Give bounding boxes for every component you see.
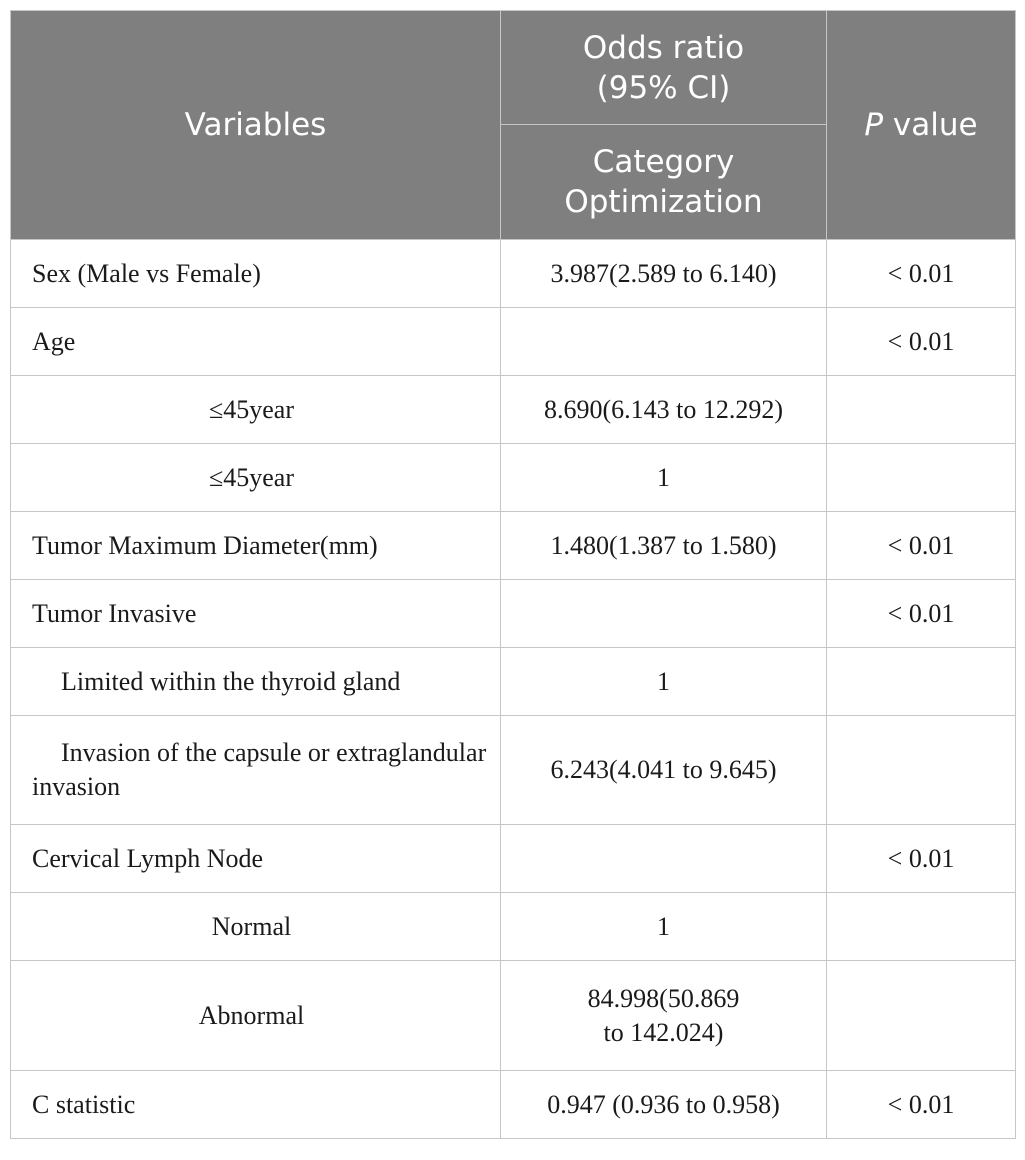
header-sub-line2: Optimization xyxy=(564,184,763,220)
odds-ratio-cell: 8.690(6.143 to 12.292) xyxy=(501,376,827,444)
odds-ratio-cell xyxy=(501,825,827,893)
odds-ratio-cell: 1 xyxy=(501,648,827,716)
variable-cell: Sex (Male vs Female) xyxy=(11,240,501,308)
p-value-cell xyxy=(827,648,1016,716)
odds-ratio-line1: 84.998(50.869 xyxy=(587,983,740,1013)
p-value-cell xyxy=(827,716,1016,825)
odds-ratio-cell: 1.480(1.387 to 1.580) xyxy=(501,512,827,580)
odds-ratio-cell: 1 xyxy=(501,893,827,961)
table-row xyxy=(11,961,1016,1071)
p-value-cell xyxy=(827,444,1016,512)
odds-ratio-cell: 3.987(2.589 to 6.140) xyxy=(501,240,827,308)
table-row xyxy=(11,376,1016,444)
variable-cell: Limited within the thyroid gland xyxy=(11,648,501,716)
variable-cell: Age xyxy=(11,308,501,376)
table-row xyxy=(11,893,1016,961)
variable-cell: ≤45year xyxy=(11,376,501,444)
p-value-cell: < 0.01 xyxy=(827,308,1016,376)
variable-cell: Tumor Invasive xyxy=(11,580,501,648)
variable-cell: ≤45year xyxy=(11,444,501,512)
odds-ratio-cell xyxy=(501,308,827,376)
odds-ratio-line2: to 142.024) xyxy=(603,1017,724,1047)
odds-ratio-cell: 0.947 (0.936 to 0.958) xyxy=(501,1071,827,1139)
odds-ratio-cell xyxy=(501,961,827,1071)
header-odds-ratio-line1: Odds ratio xyxy=(582,29,745,66)
table-row xyxy=(11,240,1016,308)
p-value-cell: < 0.01 xyxy=(827,825,1016,893)
table-row xyxy=(11,580,1016,648)
variable-cell: Abnormal xyxy=(11,961,501,1071)
variable-cell: Invasion of the capsule or extraglandular invasion xyxy=(11,716,501,825)
p-value-cell xyxy=(827,961,1016,1071)
odds-ratio-cell: 6.243(4.041 to 9.645) xyxy=(501,716,827,825)
variable-cell: Cervical Lymph Node xyxy=(11,825,501,893)
table-header xyxy=(11,11,1016,240)
odds-ratio-table xyxy=(10,10,1016,1139)
table-row xyxy=(11,825,1016,893)
header-category-optimization xyxy=(501,125,827,240)
header-odds-ratio xyxy=(501,11,827,125)
odds-ratio-cell xyxy=(501,580,827,648)
table-row xyxy=(11,444,1016,512)
header-p-value xyxy=(827,11,1016,240)
table-row xyxy=(11,716,1016,825)
variable-cell: Normal xyxy=(11,893,501,961)
table-row xyxy=(11,512,1016,580)
p-value-cell xyxy=(827,376,1016,444)
p-value-cell: < 0.01 xyxy=(827,1071,1016,1139)
odds-ratio-cell: 1 xyxy=(501,444,827,512)
p-value-cell: < 0.01 xyxy=(827,512,1016,580)
header-p-italic: P xyxy=(864,107,884,143)
variable-cell: Tumor Maximum Diameter(mm) xyxy=(11,512,501,580)
variable-cell: C statistic xyxy=(11,1071,501,1139)
p-value-cell: < 0.01 xyxy=(827,240,1016,308)
p-value-cell xyxy=(827,893,1016,961)
header-p-rest: value xyxy=(883,107,978,143)
header-sub-line1: Category xyxy=(592,144,735,180)
table-row xyxy=(11,648,1016,716)
p-value-cell: < 0.01 xyxy=(827,580,1016,648)
table-row xyxy=(11,308,1016,376)
table-row xyxy=(11,1071,1016,1139)
header-odds-ratio-line2: (95% CI) xyxy=(596,69,731,106)
header-variables: Variables xyxy=(11,11,501,240)
table-body xyxy=(11,240,1016,1139)
